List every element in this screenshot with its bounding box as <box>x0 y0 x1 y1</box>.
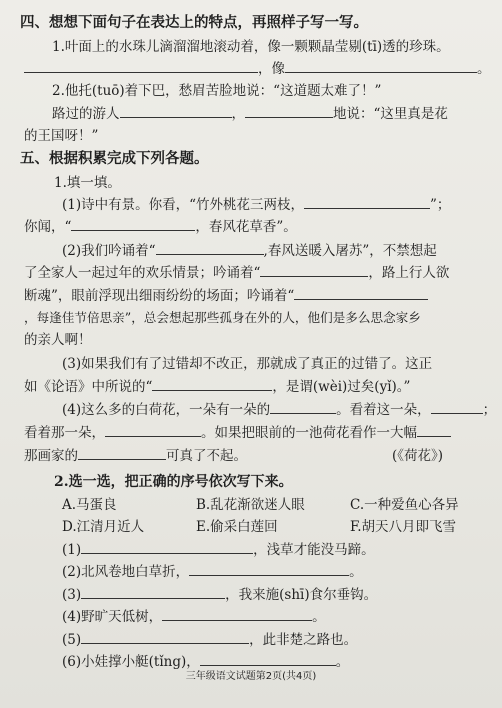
fill-1a: (1)诗中有景。你看，“竹外桃花三两枝， ”； <box>62 197 451 213</box>
fill-2d: ，每逢佳节倍思亲”，总会想起那些孤身在外的人，他们是多么思念家乡 <box>24 310 421 325</box>
answer-blank[interactable] <box>431 401 483 414</box>
fill-3a: (3)如果我们有了过错却不改正，那就成了真正的过错了。这正 <box>62 356 433 372</box>
fill-3b: 如《论语》中所说的“ ，是谓(wèi)过矣(yǐ)。” <box>24 379 411 395</box>
answer-blank[interactable] <box>71 218 195 231</box>
q2-answer-line: 路过的游人 ， 地说：“这里真是花 <box>52 106 448 122</box>
fill-2e: 的亲人啊！ <box>24 332 92 348</box>
answer-blank[interactable] <box>105 424 201 437</box>
fill-2b: 了全家人一起过年的欢乐情景；吟诵着“ ，路上行人欲 <box>24 265 450 281</box>
answer-blank[interactable] <box>120 105 232 118</box>
choice-fill-2: (2)北风卷地白草折， 。 <box>62 564 363 580</box>
q2-example: 2.他托(tuō)着下巴，愁眉苦脸地说：“这道题太难了！” <box>52 83 382 99</box>
answer-blank[interactable] <box>270 401 336 414</box>
choice-fill-1: (1) ，浅草才能没马蹄。 <box>62 542 375 558</box>
answer-blank[interactable] <box>81 541 253 554</box>
answer-blank[interactable] <box>156 242 264 255</box>
answer-blank[interactable] <box>304 196 430 209</box>
section-5-title: 五、根据积累完成下列各题。 <box>20 150 209 167</box>
q2-answer-line-2: 的王国呀！” <box>24 128 99 144</box>
option-c: C.一种爱鱼心各异 <box>350 497 459 513</box>
answer-blank[interactable] <box>81 586 225 599</box>
sub-question-2-title: 2.选一选，把正确的序号依次写下来。 <box>54 474 293 490</box>
answer-blank[interactable] <box>294 287 428 300</box>
q1-answer-line: ，像 。 <box>24 60 491 78</box>
choice-fill-3: (3) ，我来施(shī)食尔垂钩。 <box>62 587 378 603</box>
answer-blank[interactable] <box>417 424 451 437</box>
fill-1b: 你闻，“ ，春风花草香”。 <box>24 219 297 235</box>
fill-2a: (2)我们吟诵着“ ,春风送暖入屠苏”，不禁想起 <box>62 243 437 259</box>
answer-blank[interactable] <box>152 378 272 391</box>
answer-blank[interactable] <box>200 653 336 666</box>
section-4-title: 四、想想下面句子在表达上的特点，再照样子写一写。 <box>20 14 368 31</box>
option-f: F.胡天八月即飞雪 <box>350 519 457 535</box>
choice-fill-4: (4)野旷天低树， 。 <box>62 609 326 625</box>
answer-blank[interactable] <box>260 264 368 277</box>
answer-blank[interactable] <box>189 563 349 576</box>
option-e: E.偷采白莲回 <box>196 519 278 535</box>
fill-2c: 断魂”，眼前浮现出细雨纷纷的场面；吟诵着“ <box>24 287 428 305</box>
q1-example: 1.叶面上的水珠儿滴溜溜地滚动着，像一颗颗晶莹剔(tī)透的珍珠。 <box>52 39 450 55</box>
option-b: B.乱花渐欲迷人眼 <box>196 497 305 513</box>
option-d: D.江清月近人 <box>62 519 145 535</box>
choice-fill-6: (6)小娃撑小艇(tǐng)， 。 <box>62 654 350 670</box>
option-a: A.马蛋良 <box>62 497 117 513</box>
sub-question-1-title: 1.填一填。 <box>54 175 121 191</box>
answer-blank[interactable] <box>24 60 258 73</box>
fill-4b: 看着那一朵， 。如果把眼前的一池荷花看作一大幅 <box>24 424 451 442</box>
fill-4c: 那画家的 可真了不起。 <box>24 448 247 464</box>
choice-fill-5: (5) ，此非楚之路也。 <box>62 632 358 648</box>
answer-blank[interactable] <box>162 608 312 621</box>
answer-blank[interactable] <box>285 60 477 73</box>
answer-blank[interactable] <box>245 105 333 118</box>
page-footer: 三年级语文试题第2页(共4页) <box>185 671 317 682</box>
source-note: (《荷花》) <box>392 448 444 464</box>
answer-blank[interactable] <box>81 631 249 644</box>
answer-blank[interactable] <box>78 447 166 460</box>
fill-4a: (4)这么多的白荷花，一朵有一朵的 。看着这一朵， ； <box>62 402 497 418</box>
